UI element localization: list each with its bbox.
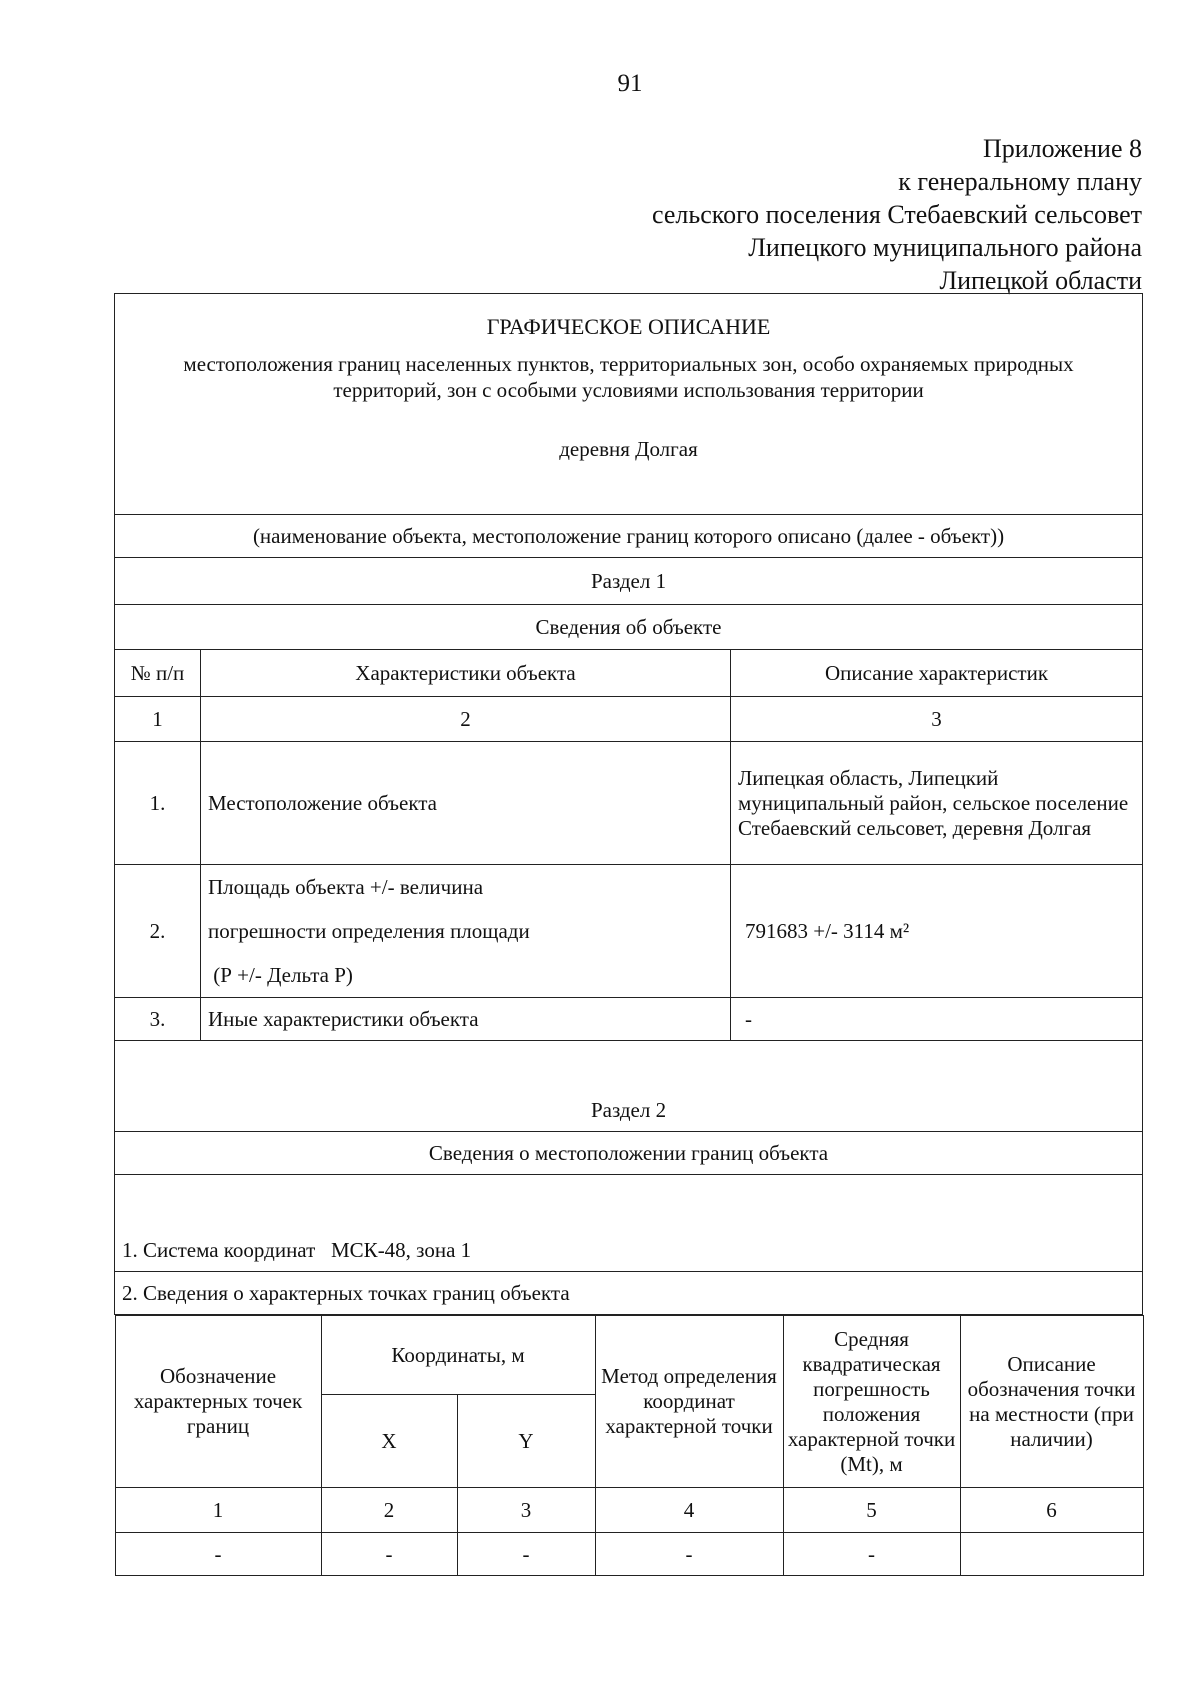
- object-name: деревня Долгая: [559, 437, 698, 461]
- col-number: 3: [457, 1488, 595, 1533]
- header-x: X: [321, 1395, 457, 1488]
- row-characteristic: Местоположение объекта: [201, 742, 731, 865]
- header-num: № п/п: [115, 650, 201, 697]
- row-characteristic: Иные характеристики объекта: [201, 998, 731, 1041]
- section1-title-row: [115, 558, 1143, 605]
- characteristic-line: погрешности определения площади: [208, 919, 530, 943]
- row-num: 1.: [115, 742, 201, 865]
- row-description: -: [731, 998, 1143, 1041]
- header-description: Описание характеристик: [731, 650, 1143, 697]
- coordinate-system: 1. Система координат МСК-48, зона 1: [115, 1175, 1143, 1272]
- page-number: 91: [617, 70, 643, 97]
- col-number: 4: [595, 1488, 783, 1533]
- point-cell: [960, 1533, 1143, 1576]
- document-subtitle: местоположения границ населенных пунктов, территориальных зон, особо охраняемых природных территорий, зон с особыми условиями использования территории: [183, 352, 1074, 402]
- col-number: 1: [115, 1488, 321, 1533]
- row-description: Липецкая область, Липецкий муниципальный район, сельское поселение Стебаевский сельсовет, деревня Долгая: [731, 742, 1143, 865]
- section2-subtitle-row: [115, 1132, 1143, 1175]
- section1-title: Раздел 1: [115, 558, 1143, 605]
- row-num: 3.: [115, 998, 201, 1041]
- points-table-row: [115, 1315, 1143, 1577]
- header-coordinates: Координаты, м: [321, 1316, 595, 1395]
- point-cell: -: [457, 1533, 595, 1576]
- table-row: [115, 998, 1143, 1041]
- header-characteristic: Характеристики объекта: [201, 650, 731, 697]
- section2-subtitle: Сведения о местоположении границ объекта: [115, 1132, 1143, 1175]
- header-y: Y: [457, 1395, 595, 1488]
- section1-subtitle: Сведения об объекте: [115, 605, 1143, 650]
- coord-system-row: [115, 1175, 1143, 1272]
- object-name-caption: (наименование объекта, местоположение границ которого описано (далее - объект)): [115, 515, 1143, 558]
- appendix-line: Приложение 8: [982, 134, 1142, 163]
- col-number: 5: [783, 1488, 960, 1533]
- points-caption-row: [115, 1272, 1143, 1315]
- section1-header-row: [115, 650, 1143, 697]
- points-table-cell: [115, 1315, 1143, 1577]
- row-description: 791683 +/- 3114 м²: [731, 865, 1143, 998]
- appendix-header: [652, 132, 1142, 297]
- boundary-points-table: [115, 1315, 1144, 1576]
- points-colnum-row: [115, 1488, 1143, 1533]
- title-row: [115, 294, 1143, 515]
- appendix-line: сельского поселения Стебаевский сельсовет: [652, 200, 1142, 229]
- header-error: Средняя квадратическая погрешность положения характерной точки (Mt), м: [783, 1316, 960, 1488]
- point-cell: -: [783, 1533, 960, 1576]
- point-cell: -: [595, 1533, 783, 1576]
- document-title: ГРАФИЧЕСКОЕ ОПИСАНИЕ: [486, 314, 771, 339]
- section1-subtitle-row: [115, 605, 1143, 650]
- points-header-row: [115, 1316, 1143, 1395]
- appendix-line: к генеральному плану: [898, 167, 1142, 196]
- title-cell: [115, 294, 1143, 515]
- header-point-description: Описание обозначения точки на местности (при наличии): [960, 1316, 1143, 1488]
- section2-title-row: [115, 1041, 1143, 1132]
- points-caption: 2. Сведения о характерных точках границ объекта: [115, 1272, 1143, 1315]
- col-number: 2: [201, 697, 731, 742]
- object-caption-row: [115, 515, 1143, 558]
- col-number: 2: [321, 1488, 457, 1533]
- appendix-line: Липецкой области: [939, 266, 1142, 295]
- header-designation: Обозначение характерных точек границ: [115, 1316, 321, 1488]
- characteristic-line: Площадь объекта +/- величина: [208, 875, 484, 899]
- table-row: [115, 865, 1143, 998]
- col-number: 1: [115, 697, 201, 742]
- table-row: [115, 742, 1143, 865]
- point-cell: -: [115, 1533, 321, 1576]
- row-num: 2.: [115, 865, 201, 998]
- table-row: [115, 1533, 1143, 1576]
- section1-colnum-row: [115, 697, 1143, 742]
- characteristic-line: (Р +/- Дельта Р): [208, 963, 353, 987]
- header-method: Метод определения координат характерной точки: [595, 1316, 783, 1488]
- appendix-line: Липецкого муниципального района: [748, 233, 1142, 262]
- point-cell: -: [321, 1533, 457, 1576]
- graphic-description-table: [114, 293, 1143, 1576]
- col-number: 6: [960, 1488, 1143, 1533]
- col-number: 3: [731, 697, 1143, 742]
- row-characteristic: [201, 865, 731, 998]
- section2-title: Раздел 2: [115, 1041, 1143, 1132]
